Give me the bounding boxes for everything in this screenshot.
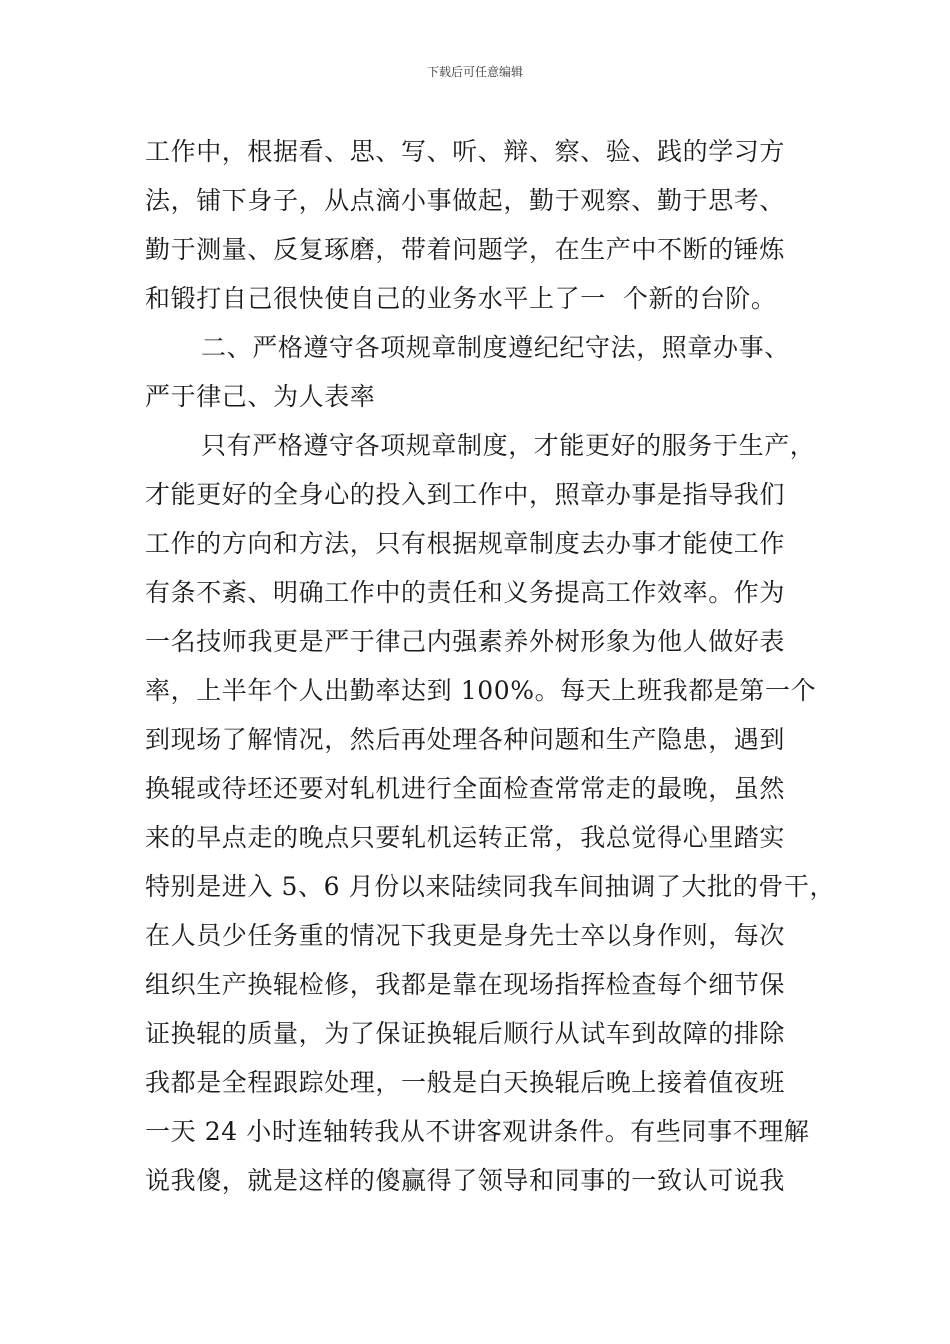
- section-heading-line: 严于律己、为人表率: [145, 382, 376, 411]
- text-line: 证换辊的质量，为了保证换辊后顺行从试车到故障的排除: [145, 1019, 786, 1048]
- document-body: [145, 127, 836, 1205]
- text-line: 特别是进入 5、6 月份以来陆续同我车间抽调了大批的骨干，: [145, 872, 836, 901]
- text-line: 勤于测量、反复琢磨，带着问题学，在生产中不断的锤炼: [145, 235, 786, 264]
- section-heading-line: 二、严格遵守各项规章制度遵纪纪守法，照章办事、: [201, 333, 790, 362]
- text-line: 工作的方向和方法，只有根据规章制度去办事才能使工作: [145, 529, 786, 558]
- text-line: 才能更好的全身心的投入到工作中，照章办事是指导我们: [145, 480, 786, 509]
- text-line: 到现场了解情况，然后再处理各种问题和生产隐患，遇到: [145, 725, 786, 754]
- text-line: 组织生产换辊检修，我都是靠在现场指挥检查每个细节保: [145, 970, 786, 999]
- text-line: 我都是全程跟踪处理，一般是白天换辊后晚上接着值夜班: [145, 1068, 786, 1097]
- text-line: 来的早点走的晚点只要轧机运转正常，我总觉得心里踏实: [145, 823, 786, 852]
- text-line: 工作中，根据看、思、写、听、辩、察、验、践的学习方: [145, 137, 786, 166]
- text-line: 一名技师我更是严于律己内强素养外树形象为他人做好表: [145, 627, 786, 656]
- page-header: 下载后可任意编辑: [426, 65, 523, 79]
- text-line: 有条不紊、明确工作中的责任和义务提高工作效率。作为: [145, 578, 786, 607]
- text-line: 法，铺下身子，从点滴小事做起，勤于观察、勤于思考、: [145, 186, 786, 215]
- text-line: 和锻打自己很快使自己的业务水平上了一 个新的台阶。: [145, 284, 777, 313]
- text-line: 在人员少任务重的情况下我更是身先士卒以身作则，每次: [145, 921, 786, 950]
- text-line: 说我傻，就是这样的傻赢得了领导和同事的一致认可说我: [145, 1166, 786, 1195]
- text-line: 率，上半年个人出勤率达到 100%。每天上班我都是第一个: [145, 676, 817, 705]
- text-line: 换辊或待坯还要对轧机进行全面检查常常走的最晚，虽然: [145, 774, 786, 803]
- paragraph-first-line: 只有严格遵守各项规章制度，才能更好的服务于生产，: [201, 431, 816, 460]
- text-line: 一天 24 小时连轴转我从不讲客观讲条件。有些同事不理解: [145, 1117, 810, 1146]
